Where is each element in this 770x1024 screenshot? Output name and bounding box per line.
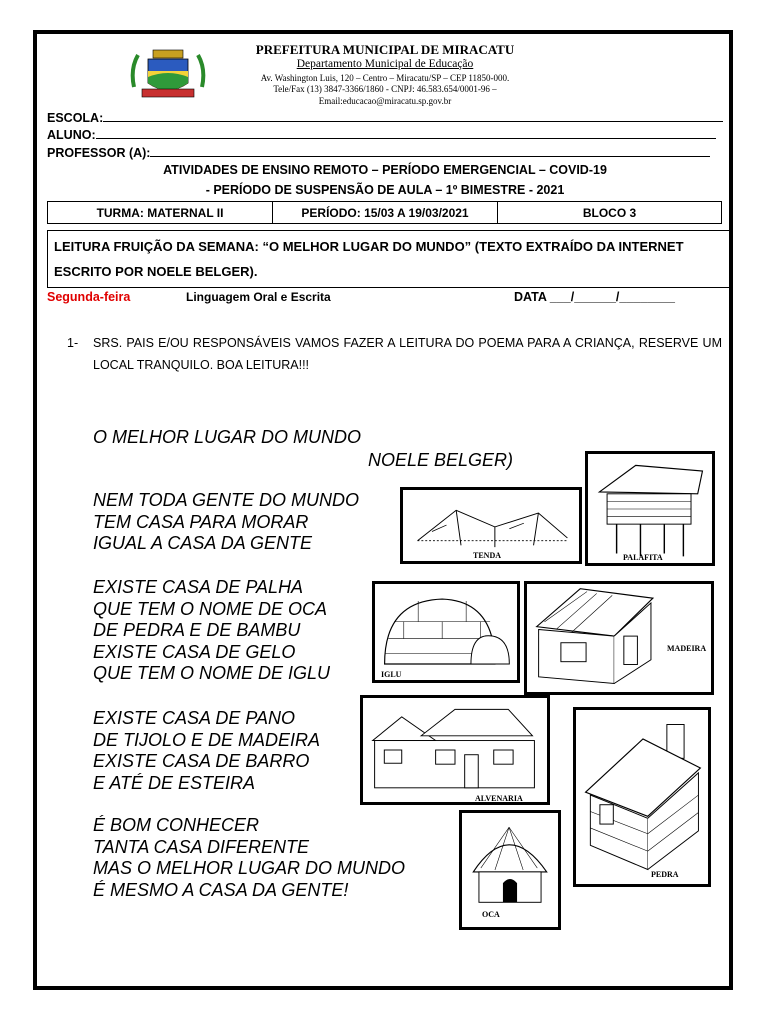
poem-line: É MESMO A CASA DA GENTE! (93, 879, 349, 900)
municipal-crest-logo (128, 47, 208, 107)
school-label: ESCOLA: (47, 111, 104, 125)
school-field (47, 110, 723, 125)
poem-stanza-4 (93, 815, 405, 901)
teacher-line[interactable] (150, 145, 710, 157)
reading-line-2: ESCRITO POR NOELE BELGER). (54, 264, 258, 279)
wooden-house-picture (524, 581, 714, 695)
poem-author: NOELE BELGER) (368, 450, 514, 470)
period-cell: PERÍODO: 15/03 A 19/03/2021 (273, 202, 498, 223)
teacher-field (47, 145, 710, 160)
header-address: Av. Washington Luis, 120 – Centro – Miracatu/SP – CEP 11850-000. (260, 73, 510, 83)
weekday: Segunda-feira (47, 290, 131, 304)
class-cell: TURMA: MATERNAL II (48, 202, 273, 223)
poem-line: E ATÉ DE ESTEIRA (93, 772, 256, 793)
poem-line: EXISTE CASA DE PALHA (93, 577, 304, 597)
block-cell: BLOCO 3 (582, 205, 637, 220)
tent-label: TENDA (473, 551, 502, 560)
poem-line: TANTA CASA DIFERENTE (93, 836, 310, 857)
stone-label: PEDRA (651, 870, 679, 879)
instruction-number: 1- (67, 336, 79, 350)
activity-line-1: ATIVIDADES DE ENSINO REMOTO – PERÍODO EMERGENCIAL – COVID-19 (163, 163, 607, 177)
activity-line-2: - PERÍODO DE SUSPENSÃO DE AULA – 1º BIMESTRE - 2021 (205, 183, 565, 197)
header-email: Email:educacao@miracatu.sp.gov.br (318, 96, 452, 106)
school-line[interactable] (103, 110, 723, 122)
poem-line: DE TIJOLO E DE MADEIRA (93, 729, 321, 750)
stilt-label: PALAFITA (623, 553, 663, 562)
poem-line: DE PEDRA E DE BAMBU (93, 620, 301, 640)
header-title: PREFEITURA MUNICIPAL DE MIRACATU (255, 42, 515, 57)
poem-line: MAS O MELHOR LUGAR DO MUNDO (93, 858, 406, 878)
hut-picture (459, 810, 561, 930)
header-phone: Tele/Fax (13) 3847-3366/1860 - CNPJ: 46.583.654/0001-96 – (273, 84, 497, 94)
masonry-house-picture (360, 695, 550, 805)
class-info-table (47, 201, 722, 224)
masonry-house-illustration (363, 698, 547, 802)
poem-stanza-1 (93, 490, 359, 555)
wooden-house-illustration (527, 584, 711, 692)
reading-box (47, 230, 730, 288)
igloo-label: IGLU (381, 670, 402, 679)
student-line[interactable] (96, 127, 716, 139)
hut-illustration (462, 813, 558, 927)
stone-house-illustration (576, 710, 708, 884)
wood-label: MADEIRA (667, 644, 707, 653)
poem-line: É BOM CONHECER (93, 815, 260, 835)
stilt-house-illustration (588, 454, 712, 563)
subject: Linguagem Oral e Escrita (186, 290, 331, 304)
instruction-text: SRS. PAIS E/OU RESPONSÁVEIS VAMOS FAZER A LEITURA DO POEMA PARA A CRIANÇA, RESERVE UM LOCAL TRANQUILO. BOA LEITURA!!! (93, 336, 722, 372)
student-field (47, 127, 716, 142)
tent-picture (400, 487, 582, 564)
student-label: ALUNO: (47, 128, 96, 142)
hut-label: OCA (482, 910, 500, 919)
poem-stanza-2 (93, 577, 330, 685)
igloo-picture (372, 581, 520, 683)
poem-line: EXISTE CASA DE GELO (93, 641, 296, 662)
poem-line: EXISTE CASA DE BARRO (93, 751, 310, 771)
poem-line: QUE TEM O NOME DE OCA (93, 598, 328, 619)
stone-house-picture (573, 707, 711, 887)
masonry-label: ALVENARIA (475, 794, 523, 803)
reading-line-1: LEITURA FRUIÇÃO DA SEMANA: “O MELHOR LUGAR DO MUNDO” (TEXTO EXTRAÍDO DA INTERNET (54, 239, 684, 254)
poem-stanza-3 (93, 708, 320, 794)
stilt-house-picture (585, 451, 715, 566)
poem-line: TEM CASA PARA MORAR (93, 511, 309, 532)
igloo-illustration (375, 584, 517, 680)
poem-line: EXISTE CASA DE PANO (93, 708, 296, 728)
date-field[interactable]: DATA ___/______/________ (514, 290, 675, 304)
instruction (67, 332, 722, 376)
teacher-label: PROFESSOR (A): (47, 146, 151, 160)
poem-line: IGUAL A CASA DA GENTE (93, 533, 313, 553)
header-department: Departamento Municipal de Educação (296, 58, 474, 70)
poem-line: NEM TODA GENTE DO MUNDO (93, 490, 360, 510)
poem-line: QUE TEM O NOME DE IGLU (93, 663, 331, 683)
poem-title: O MELHOR LUGAR DO MUNDO (93, 427, 362, 447)
